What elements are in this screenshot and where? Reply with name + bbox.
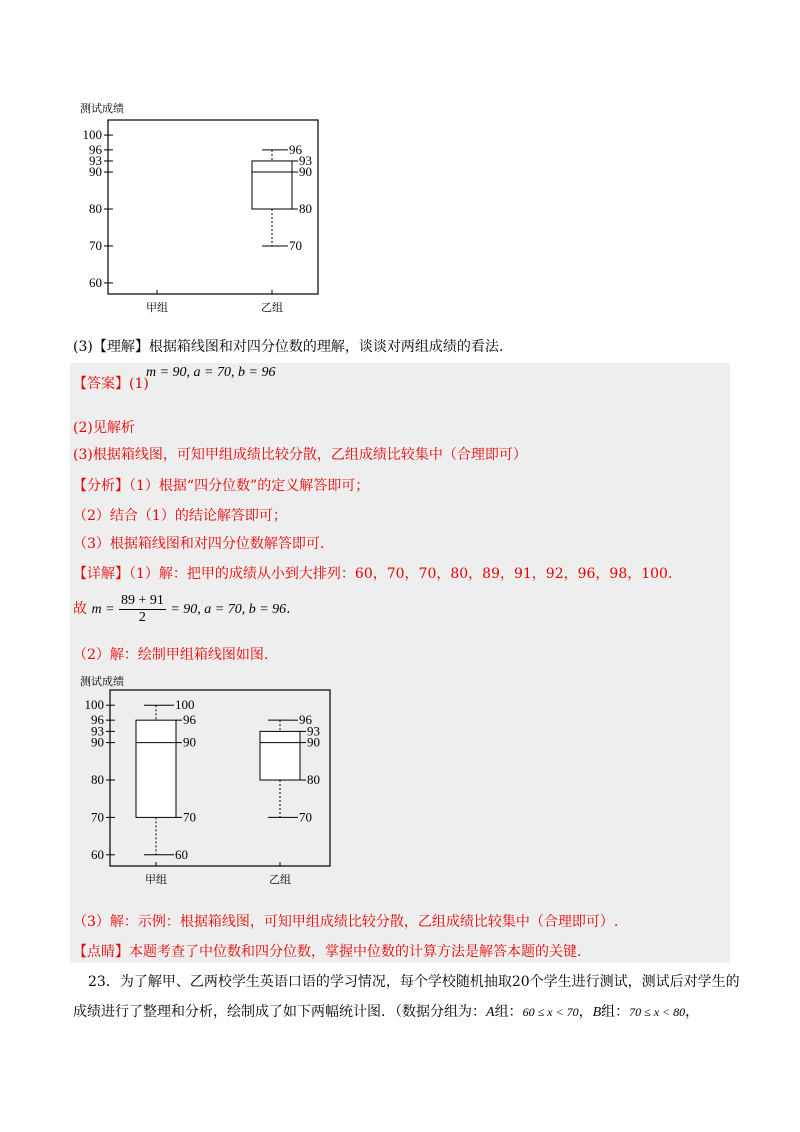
y-tick-label: 100 xyxy=(84,697,104,713)
q23-text-c: ， xyxy=(578,1004,593,1020)
min-value-label: 70 xyxy=(289,237,302,253)
q1-value-label: 80 xyxy=(299,201,312,216)
analysis-text-1: （1）根据“四分位数”的定义解答即可； xyxy=(129,478,370,494)
answer-line xyxy=(73,374,149,394)
detail-m-eq: m = xyxy=(91,602,115,617)
analysis-tag: 【分析】 xyxy=(73,478,129,494)
detail-period: . xyxy=(286,601,291,617)
q3-value-label: 93 xyxy=(307,723,320,739)
median-value-label: 90 xyxy=(299,164,312,180)
min-value-label: 60 xyxy=(175,846,188,862)
q23-range-b: 70 ≤ x < 80 xyxy=(629,1005,686,1019)
median-value-label: 90 xyxy=(183,734,196,750)
max-value-label: 96 xyxy=(289,141,302,157)
boxplot-svg-1 xyxy=(62,98,324,323)
y-tick-label: 93 xyxy=(91,723,104,739)
y-tick-label: 96 xyxy=(91,712,104,728)
question-23-line-1: 23．为了解甲、乙两校学生英语口语的学习情况，每个学校随机抽取20个学生进行测试，测试后对学生的 xyxy=(88,974,740,990)
q1-value-label: 70 xyxy=(183,809,196,825)
detail-text-1: （1）解：把甲的成绩从小到大排列：60，70，70，80，89，91，92，96，98，100. xyxy=(129,566,673,582)
x-category-label: 乙组 xyxy=(261,301,283,314)
y-tick-label: 93 xyxy=(89,152,102,168)
boxplot-svg-2 xyxy=(72,670,336,892)
answer-part2: (2)见解析 xyxy=(73,420,135,436)
question-3-prompt: (3)【理解】根据箱线图和对四分位数的理解，谈谈对两组成绩的看法. xyxy=(73,339,504,355)
analysis-line-2: （2）结合（1）的结论解答即可； xyxy=(73,508,287,524)
y-tick-label: 70 xyxy=(91,809,104,825)
q23-text-d: 组： xyxy=(601,1004,630,1020)
detail-line-4: （3）解：示例：根据箱线图，可知甲组成绩比较分散，乙组成绩比较集中（合理即可）. xyxy=(73,914,619,930)
comment-line xyxy=(73,942,581,962)
y-tick-label: 70 xyxy=(89,237,102,253)
q23-text-e: ， xyxy=(685,1004,700,1020)
answer-part1-formula: m = 90, a = 70, b = 96 xyxy=(146,365,276,380)
q1-value-label: 80 xyxy=(307,772,320,787)
analysis-line-3: （3）根据箱线图和对四分位数解答即可. xyxy=(73,536,325,552)
iqr-box xyxy=(136,720,176,817)
detail-fraction xyxy=(119,593,166,626)
fraction-numerator: 89 + 91 xyxy=(120,592,164,608)
question-23-line-2 xyxy=(73,1002,699,1023)
comment-text: 本题考查了中位数和四分位数，掌握中位数的计算方法是解答本题的关键. xyxy=(129,944,582,960)
fraction-denominator: 2 xyxy=(138,609,146,625)
x-category-label: 乙组 xyxy=(269,873,291,886)
q3-value-label: 93 xyxy=(299,152,312,168)
y-tick-label: 80 xyxy=(91,772,104,787)
q23-group-b: B xyxy=(592,1005,602,1020)
y-tick-label: 90 xyxy=(91,734,104,750)
y-tick-label: 60 xyxy=(89,274,102,290)
detail-formula-line xyxy=(73,592,291,627)
answer-part3: (3)根据箱线图，可知甲组成绩比较分散，乙组成绩比较集中（合理即可） xyxy=(73,447,527,463)
iqr-box xyxy=(260,731,300,780)
min-value-label: 70 xyxy=(299,809,312,825)
comment-tag: 【点睛】 xyxy=(73,944,129,960)
y-axis-title: 测试成绩 xyxy=(80,102,124,115)
q23-range-a: 60 ≤ x < 70 xyxy=(522,1005,579,1019)
answer-tag: 【答案】 xyxy=(73,376,129,392)
max-value-label: 100 xyxy=(175,697,195,713)
y-tick-label: 60 xyxy=(91,846,104,862)
detail-tag: 【详解】 xyxy=(73,566,129,582)
q23-group-a: A xyxy=(486,1005,495,1020)
analysis-line-1 xyxy=(73,476,369,496)
boxplot-chart-1 xyxy=(62,98,324,323)
detail-line-1 xyxy=(73,564,672,584)
y-tick-label: 96 xyxy=(89,141,102,157)
q3-value-label: 96 xyxy=(183,712,196,728)
q23-text-b: 组： xyxy=(494,1004,523,1020)
y-tick-label: 100 xyxy=(82,127,102,143)
max-value-label: 96 xyxy=(299,712,312,728)
y-tick-label: 90 xyxy=(89,164,102,180)
detail-gu: 故 xyxy=(73,601,87,617)
iqr-box xyxy=(252,161,292,209)
detail-line-3: （2）解：绘制甲组箱线图如图. xyxy=(73,647,269,663)
x-category-label: 甲组 xyxy=(145,873,167,886)
boxplot-chart-2 xyxy=(72,670,336,892)
q23-text-a: 成绩进行了整理和分析，绘制成了如下两幅统计图．（数据分组为： xyxy=(73,1004,486,1020)
answer-part1-label: (1) xyxy=(129,376,149,392)
y-tick-label: 80 xyxy=(89,201,102,216)
median-value-label: 90 xyxy=(307,734,320,750)
x-category-label: 甲组 xyxy=(146,301,168,314)
y-axis-title: 测试成绩 xyxy=(80,675,124,688)
detail-rest: = 90, a = 70, b = 96 xyxy=(170,602,287,617)
